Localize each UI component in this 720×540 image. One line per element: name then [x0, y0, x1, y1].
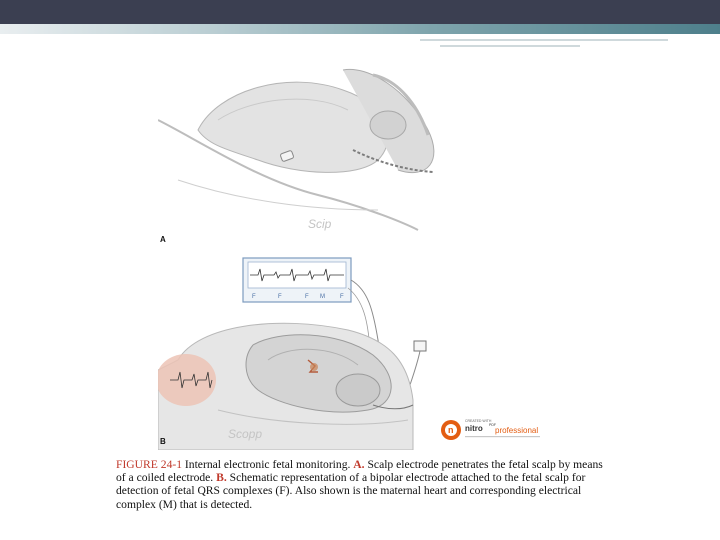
monitor-label-f2: F	[278, 294, 282, 300]
panel-b-illustration	[158, 280, 426, 450]
monitor-label-f1: F	[252, 294, 256, 300]
svg-text:n: n	[448, 425, 454, 435]
logo-product: professional	[495, 426, 539, 435]
accent-strip	[0, 24, 720, 34]
monitor-label-f4: F	[340, 294, 344, 300]
figure-caption	[116, 458, 611, 511]
svg-text:Scip: Scip	[308, 217, 332, 231]
divider-line	[440, 45, 580, 47]
fetal-monitoring-figure	[158, 60, 553, 450]
monitor-display	[243, 258, 351, 302]
monitor-label-f3: F	[305, 294, 309, 300]
figure-number: FIGURE 24-1	[116, 458, 183, 471]
panel-a-label: A	[160, 235, 166, 244]
caption-text-b: Schematic representation of a bipolar electrode attached to the fetal scalp for detection of fetal QRS complexes (F). Also shown is the maternal heart and corresponding electrical complex (M) that is detected.	[116, 471, 586, 511]
panel-b-label: B	[160, 437, 166, 446]
caption-label-b: B.	[216, 471, 227, 485]
caption-text-a: Scalp electrode penetrates the fetal scalp by means of a coiled electrode.	[116, 458, 603, 485]
svg-text:Scopp: Scopp	[228, 427, 263, 441]
logo-brand: nitro	[465, 424, 483, 433]
caption-title: Internal electronic fetal monitoring.	[182, 458, 354, 471]
title-bar	[0, 0, 720, 24]
caption-label-a: A.	[353, 458, 365, 471]
logo-suffix: PDF	[489, 423, 496, 427]
monitor-label-m: M	[320, 294, 325, 300]
divider-line	[420, 39, 668, 41]
logo-small-text: CREATED WITH	[465, 419, 492, 423]
panel-a-illustration	[158, 60, 553, 231]
nitro-pdf-logo	[441, 419, 540, 440]
